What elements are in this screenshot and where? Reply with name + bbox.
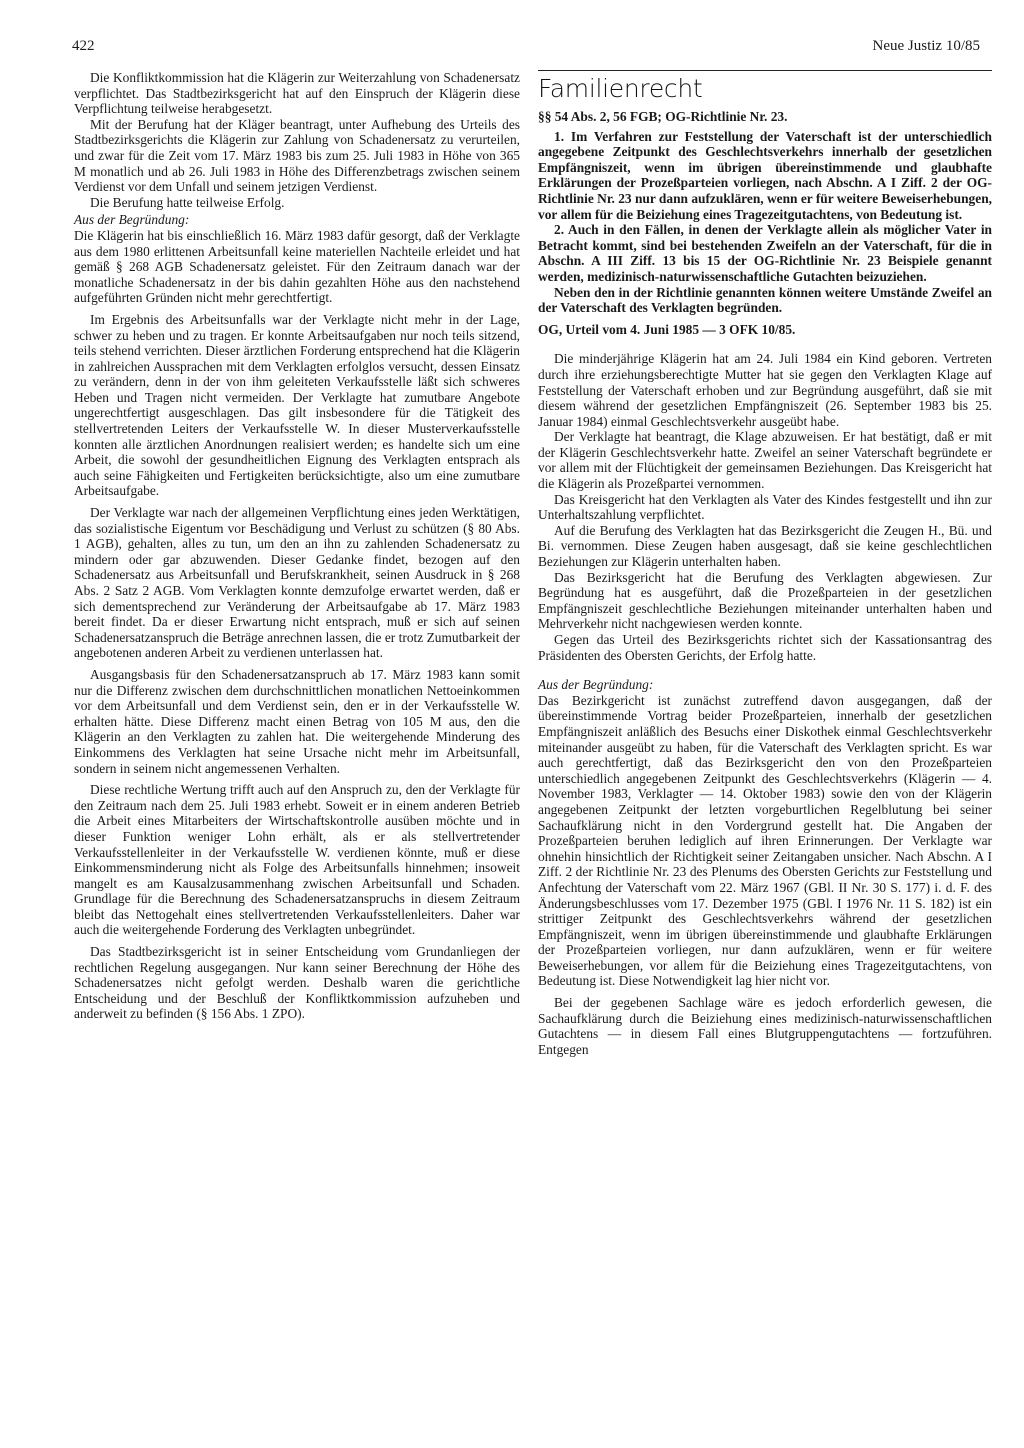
paragraph: Die Konfliktkommission hat die Klägerin zur Weiterzahlung von Schadenersatz verpflichtet. Das Stadtbezirksgericht hat auf den Einspruch der Klägerin diese Verpflichtung teilweise herabgesetzt. (74, 70, 520, 117)
headnote-1: 1. Im Verfahren zur Feststellung der Vaterschaft ist der unterschiedlich angegebene Zeitpunkt des Geschlechtsverkehrs innerhalb der gesetzlichen Empfängniszeit, wenn im übrigen übereinstimmende und glaubhafte Erklärungen der Prozeßparteien vorliegen, nach Abschn. A I Ziff. 2 der OG-Richtlinie Nr. 23 nur dann aufzuklären, wenn er für weitere Beweiserhebungen, vor allem für die Beiziehung eines Tragezeitgutachtens, von Bedeutung ist. (538, 128, 992, 222)
legal-norms: §§ 54 Abs. 2, 56 FGB; OG-Richtlinie Nr. 23. (538, 109, 788, 124)
left-column (74, 70, 520, 1022)
paragraph: Mit der Berufung hat der Kläger beantragt, unter Aufhebung des Urteils des Stadtbezirksgerichts die Klägerin zur Zahlung von Schadenersatz zu verurteilen, und zwar für die Zeit vom 17. März 1983 bis zum 25. Juli 1983 in Höhe von 365 M monatlich und ab 26. Juli 1983 in Höhe des Differenzbetrags zwischen seinem Verdienst vor dem Unfall und seinem jetzigen Verdienst. (74, 116, 520, 195)
paragraph: Bei der gegebenen Sachlage wäre es jedoch erforderlich gewesen, die Sachaufklärung durch die Beiziehung eines medizinisch-naturwissenschaftlichen Gutachtens — in diesem Fall eines Blutgruppengutachtens — fortzuführen. Entgegen (538, 995, 992, 1057)
reason-heading: Aus der Begründung: (74, 212, 190, 228)
headnote-3: Neben den in der Richtlinie genannten können weitere Umstände Zweifel an der Vaterschaft des Verklagten begründen. (538, 284, 992, 316)
paragraph: Diese rechtliche Wertung trifft auch auf den Anspruch zu, den der Verklagte für den Zeitraum nach dem 25. Juli 1983 erhebt. Soweit er in einem anderen Betrieb die Arbeit eines Mitarbeiters der Wirtschaftskontrolle ausüben möchte und in dieser Funktion weniger Lohn erhält, als er als stellvertretender Verkaufsstellenleiter in der Verkaufsstelle W. verdienen könnte, muß er diese Einkommensminderung nicht als Folge des Arbeitsunfalls hinnehmen; insoweit mangelt es am Kausalzusammenhang zwischen Arbeitsunfall und Schaden. Grundlage für die Berechnung des Schadenersatzanspruchs in diesem Zeitraum bleibt das Nettogehalt eines stellvertretenden Verkaufsstellenleiters. Daher war auch die weitergehende Forderung des Verklagten unbegründet. (74, 782, 520, 938)
paragraph: Das Bezirksgericht hat die Berufung des Verklagten abgewiesen. Zur Begründung hat es ausgeführt, daß die Prozeßparteien in der gesetzlichen Empfängniszeit geschlechtliche Beziehungen miteinander unterhalten haben und Mehrverkehr nicht nachgewiesen werden konnte. (538, 569, 992, 632)
paragraph: Der Verklagte war nach der allgemeinen Verpflichtung eines jeden Werktätigen, das sozialistische Eigentum vor Beschädigung und Verlust zu schützen (§ 80 Abs. 1 AGB), gehalten, alles zu tun, um den an ihn zu zahlenden Schadenersatz zu mindern oder gar abzuwenden. Dieser Gedanke findet, bezogen auf den Schadenersatz aus Arbeitsunfall und Berufskrankheit, seinen Ausdruck in § 268 Abs. 2 Satz 2 AGB. Vom Verklagten konnte demzufolge erwartet werden, daß er sich dementsprechend zur Veränderung der Arbeitsaufgabe ab 17. März 1983 bereit findet. Da er dieser Erwartung nicht entsprach, muß er sich auf seinen Schadenersatzanspruch die Beträge anrechnen lassen, die er trotz Zumutbarkeit der angebotenen anderen Arbeit zu verdienen unterlassen hat. (74, 505, 520, 661)
section-title: Familienrecht (538, 70, 992, 103)
paragraph: Ausgangsbasis für den Schadenersatzanspruch ab 17. März 1983 kann somit nur die Differenz zwischen dem durchschnittlichen monatlichen Nettoeinkommen vor dem Arbeitsunfall und dem Verdienst sein, den er in der Verkaufsstelle W. erhalten hätte. Diese Differenz macht einen Betrag von 105 M aus, den die Klägerin an den Verklagten zu zahlen hat. Die weitergehende Minderung des Einkommens des Verklagten hat seine Ursache nicht mehr im Arbeitsunfall, sondern in seinem nicht angemessenen Verhalten. (74, 666, 520, 776)
paragraph: Die minderjährige Klägerin hat am 24. Juli 1984 ein Kind geboren. Vertreten durch ihre erziehungsberechtigte Mutter hat sie gegen den Verklagten Klage auf Feststellung der Vaterschaft erhoben und zur Begründung ausgeführt, daß sie mit diesem während der gesetzlichen Empfängniszeit (26. September 1983 bis 25. Januar 1984) einmal Geschlechtsverkehr ausgeübt habe. (538, 351, 992, 429)
page-header (72, 38, 984, 60)
paragraph: Im Ergebnis des Arbeitsunfalls war der Verklagte nicht mehr in der Lage, schwer zu heben und zu tragen. Er konnte Arbeitsaufgaben nur noch teils sitzend, teils stehend verrichten. Dieser ärztlichen Forderung entsprechend hat die Klägerin in zahlreichen Aussprachen mit dem Verklagten erfolglos versucht, dessen Einsatz zu verändern, denn in der von ihm geleiteten Verkaufsstelle läßt sich schweres Heben und Tragen nicht vermeiden. Der Verklagte hat zumutbare Angebote ungerechtfertigt ausgeschlagen. Das gilt insbesondere für die Tätigkeit des stellvertretenden Leiters der Verkaufsstelle W. In dieser Musterverkaufsstelle konnten alle ärztlichen Anordnungen realisiert werden; es handelte sich um eine Arbeit, die sowohl der gesundheitlichen Eignung des Verklagten entsprach als auch seine Fähigkeiten und Fertigkeiten berücksichtigte, also um eine zumutbare Arbeitsaufgabe. (74, 311, 520, 499)
decision-citation: OG, Urteil vom 4. Juni 1985 — 3 OFK 10/85. (538, 321, 796, 337)
paragraph: Das Stadtbezirksgericht ist in seiner Entscheidung vom Grundanliegen der rechtlichen Regelung ausgegangen. Nur kann seiner Berechnung der Höhe des Schadenersatzes nicht gefolgt werden. Deshalb waren die gerichtliche Entscheidung und der Beschluß der Konfliktkommission aufzuheben und anderweit zu befinden (§ 156 Abs. 1 ZPO). (74, 944, 520, 1022)
reason-heading: Aus der Begründung: (538, 677, 654, 693)
paragraph: Gegen das Urteil des Bezirksgerichts richtet sich der Kassationsantrag des Präsidenten des Obersten Gerichts, der Erfolg hatte. (538, 632, 992, 663)
page-number: 422 (72, 38, 95, 54)
paragraph: Die Berufung hatte teilweise Erfolg. (90, 194, 285, 210)
paragraph: Das Bezirkgericht ist zunächst zutreffend davon ausgegangen, daß der übereinstimmende Vortrag beider Prozeßparteien, innerhalb der gesetzlichen Empfängniszeit anläßlich des Besuchs einer Diskothek einmal Geschlechtsverkehr miteinander ausgeübt zu haben, für die Vaterschaft des Verklagten spricht. Es war auch gerechtfertigt, daß das Bezirksgericht den von den Prozeßparteien unterschiedlich angegebenen Zeitpunkt des Geschlechtsverkehrs (Klägerin — 4. November 1983, Verklagter — 14. Oktober 1983) sowie den von der Klägerin angegebenen Zeitpunkt der letzten vorgeburtlichen Regelblutung bei seiner Sachaufklärung nicht in den Vordergrund gestellt hat. Die Angaben der Prozeßparteien beruhen lediglich auf ihren Erinnerungen. Der Verklagte war ohnehin hinsichtlich der Richtigkeit seiner Zeitangaben unsicher. Nach Abschn. A I Ziff. 2 der Richtlinie Nr. 23 des Plenums des Obersten Gerichts zur Feststellung und Anfechtung der Vaterschaft vom 22. März 1967 (GBl. II Nr. 30 S. 177) i. d. F. des Änderungsbeschlusses vom 17. Dezember 1975 (GBl. I 1976 Nr. 11 S. 182) ist ein strittiger Zeitpunkt des Geschlechtsverkehrs während der gesetzlichen Empfängniszeit, wenn im übrigen übereinstimmende und glaubhafte Erklärungen der Prozeßparteien vorliegen, nur dann aufzuklären, wenn er für weitere Beweiserhebungen, vor allem für die Beiziehung eines Tragezeitgutachtens, von Bedeutung ist. Diese Notwendigkeit lag hier nicht vor. (538, 692, 992, 989)
right-column (538, 66, 992, 1057)
paragraph: Das Kreisgericht hat den Verklagten als Vater des Kindes festgestellt und ihn zur Unterhaltszahlung verpflichtet. (538, 491, 992, 523)
paragraph: Die Klägerin hat bis einschließlich 16. März 1983 dafür gesorgt, daß der Verklagte aus dem 1980 erlittenen Arbeitsunfall keine materiellen Nachteile erleidet und hat gemäß § 268 AGB Schadenersatz geleistet. Für den Zeitraum danach war der monatliche Schadenersatz in der bis dahin gezahlten Höhe aus den nachstehend aufgeführten Gründen nicht mehr gerechtfertigt. (74, 227, 520, 306)
journal-issue: Neue Justiz 10/85 (872, 38, 980, 54)
paragraph: Auf die Berufung des Verklagten hat das Bezirksgericht die Zeugen H., Bü. und Bi. vernommen. Diese Zeugen haben ausgesagt, daß sie keine geschlechtlichen Beziehungen zur Klägerin unterhalten haben. (538, 522, 992, 570)
headnote-2: 2. Auch in den Fällen, in denen der Verklagte allein als möglicher Vater in Betracht kommt, sind bei bestehenden Zweifeln an der Vaterschaft, für die in Abschn. A III Ziff. 13 bis 15 der OG-Richtlinie Nr. 23 Beispiele genannt werden, medizinisch-naturwissenschaftliche Gutachten beizuziehen. (538, 222, 992, 284)
paragraph: Der Verklagte hat beantragt, die Klage abzuweisen. Er hat bestätigt, daß er mit der Klägerin Geschlechtsverkehr hatte. Zweifel an seiner Vaterschaft begründete er vor allem mit der Flüchtigkeit der gemeinsamen Beziehungen. Das Kreisgericht hat die Klägerin als Prozeßpartei vernommen. (538, 429, 992, 492)
